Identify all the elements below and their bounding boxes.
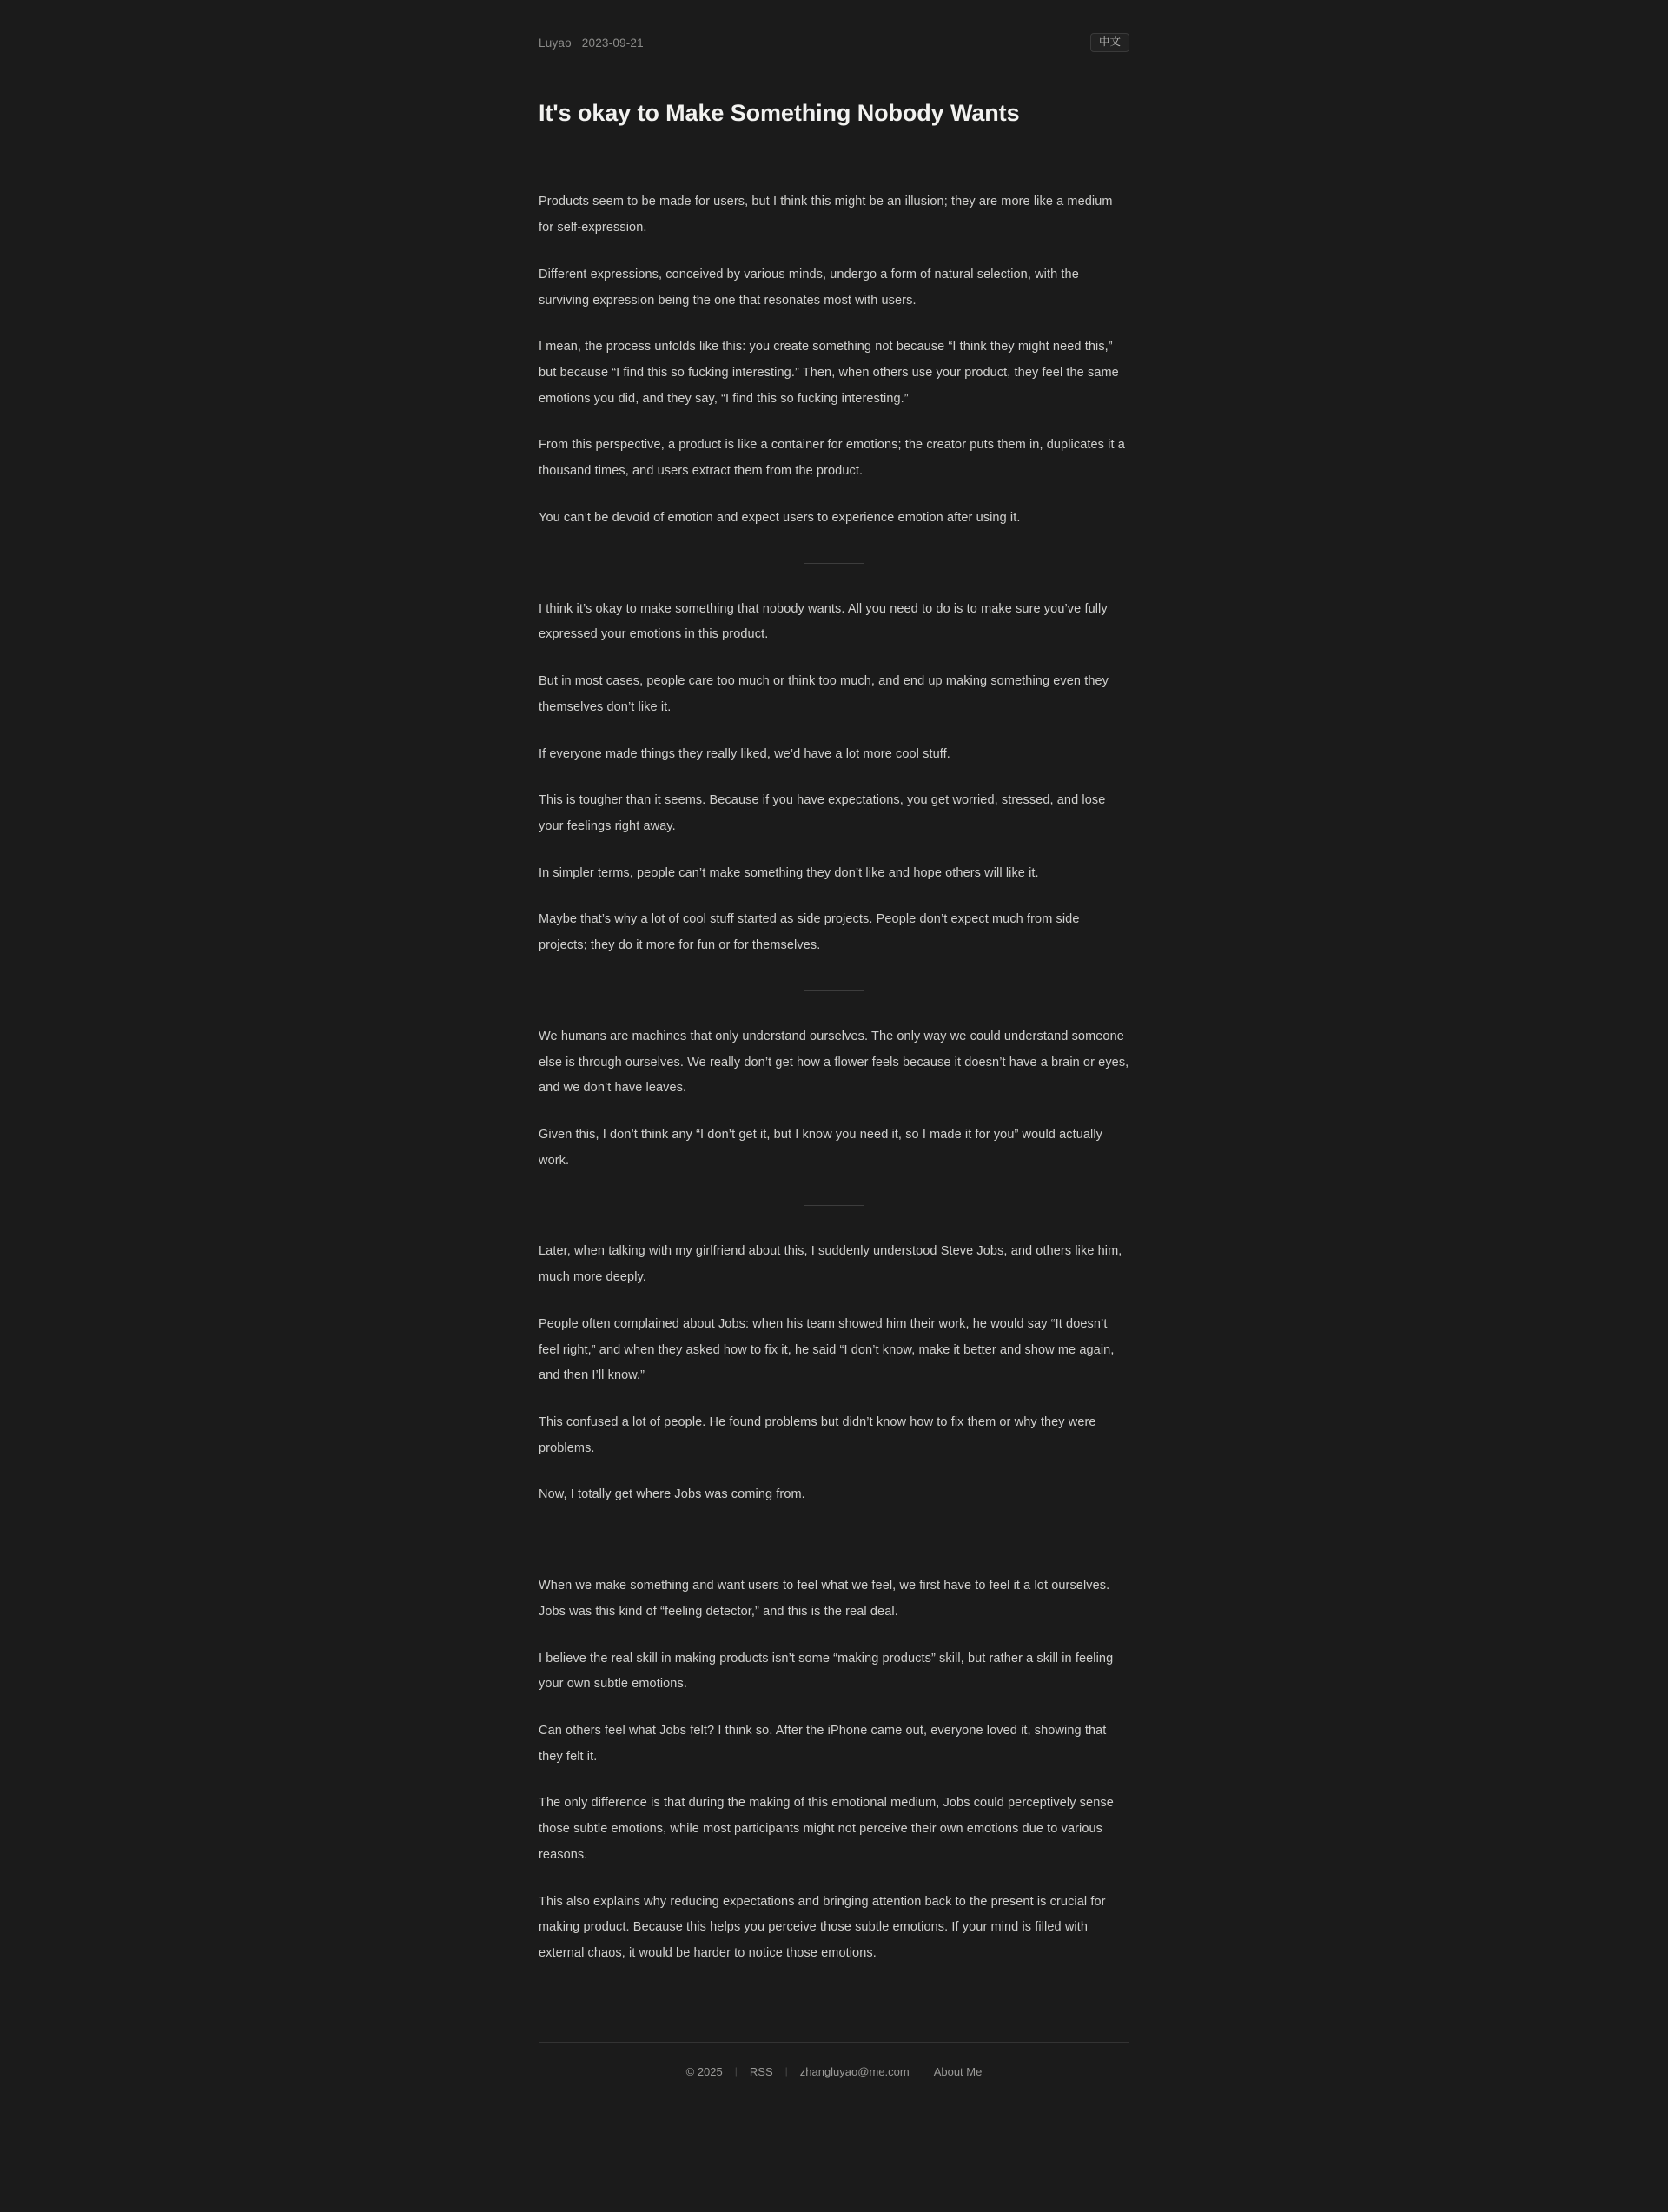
section-divider <box>804 563 864 564</box>
paragraph: People often complained about Jobs: when his team showed him their work, he would say “It doesn’t feel right,” and when they asked how to fix it, he said “I don’t know, make it better and show me again, and then I’ll know.” <box>539 1316 1115 1383</box>
post-date: 2023-09-21 <box>581 36 644 50</box>
section-divider <box>804 990 864 991</box>
post-meta <box>539 36 644 50</box>
paragraph: We humans are machines that only understand ourselves. The only way we could understand someone else is through ourselves. We really don’t get how a flower feels because it doesn’t have a brain or eyes, and we don’t have leaves. <box>539 1029 1129 1096</box>
footer-about-link[interactable]: About Me <box>933 2064 983 2078</box>
paragraph: The only difference is that during the making of this emotional medium, Jobs could perceptively sense those subtle emotions, while most participants might not perceive their own emotions due to various reasons. <box>539 1796 1114 1862</box>
paragraph: But in most cases, people care too much or think too much, and end up making something even they themselves don’t like it. <box>539 674 1109 714</box>
site-footer <box>539 2042 1129 2113</box>
page-title: It's okay to Make Something Nobody Wants <box>539 100 1020 126</box>
paragraph: This also explains why reducing expectations and bringing attention back to the present is crucial for making product. Because this helps you perceive those subtle emotions. If your mind is filled with external chaos, it would be harder to notice those emotions. <box>539 1894 1106 1961</box>
paragraph: If everyone made things they really liked, we’d have a lot more cool stuff. <box>539 746 950 761</box>
article-body <box>539 189 1129 1966</box>
section-divider <box>804 1205 864 1206</box>
footer-email-link[interactable]: zhangluyao@me.com <box>799 2064 910 2078</box>
article-section-2 <box>539 597 1129 959</box>
paragraph: This confused a lot of people. He found problems but didn’t know how to fix them or why they were problems. <box>539 1415 1096 1455</box>
footer-rss-link[interactable]: RSS <box>749 2064 773 2078</box>
post-author: Luyao <box>539 36 572 50</box>
paragraph: Different expressions, conceived by various minds, undergo a form of natural selection, with the surviving expression being the one that resonates most with users. <box>539 267 1079 308</box>
paragraph: Can others feel what Jobs felt? I think so. After the iPhone came out, everyone loved it, showing that they felt it. <box>539 1724 1107 1764</box>
paragraph: I think it’s okay to make something that nobody wants. All you need to do is to make sure you’ve fully expressed your emotions in this product. <box>539 601 1108 642</box>
paragraph: Later, when talking with my girlfriend about this, I suddenly understood Steve Jobs, and others like him, much more deeply. <box>539 1244 1122 1285</box>
paragraph: From this perspective, a product is like a container for emotions; the creator puts them in, duplicates it a thousand times, and users extract them from the product. <box>539 438 1125 479</box>
footer-copyright: © 2025 <box>685 2064 723 2078</box>
footer-separator: | <box>734 2065 738 2078</box>
paragraph: I mean, the process unfolds like this: you create something not because “I think they might need this,” but because “I find this so fucking interesting.” Then, when others use your product, they feel the same emotions you did, and they say, “I find this so fucking interesting.” <box>539 340 1119 406</box>
article-section-4 <box>539 1239 1129 1508</box>
article-section-1 <box>539 189 1129 531</box>
paragraph: When we make something and want users to feel what we feel, we first have to feel it a lot ourselves. Jobs was this kind of “feeling detector,” and this is the real deal. <box>539 1579 1110 1619</box>
paragraph: In simpler terms, people can’t make something they don’t like and hope others will like it. <box>539 865 1039 880</box>
content-wrapper <box>539 0 1129 2113</box>
paragraph: Now, I totally get where Jobs was coming from. <box>539 1487 805 1502</box>
post-meta-bar <box>539 30 1129 56</box>
footer-separator: | <box>784 2065 788 2078</box>
paragraph: You can’t be devoid of emotion and expect users to experience emotion after using it. <box>539 510 1021 525</box>
paragraph: Maybe that’s why a lot of cool stuff started as side projects. People don’t expect much from side projects; they do it more for fun or for themselves. <box>539 912 1080 953</box>
article-section-3 <box>539 1024 1129 1175</box>
language-toggle-button[interactable]: 中文 <box>1090 33 1129 53</box>
paragraph: This is tougher than it seems. Because if you have expectations, you get worried, stressed, and lose your feelings right away. <box>539 793 1106 833</box>
paragraph: I believe the real skill in making products isn’t some “making products” skill, but rather a skill in feeling your own subtle emotions. <box>539 1651 1114 1692</box>
paragraph: Products seem to be made for users, but I think this might be an illusion; they are more like a medium for self-expression. <box>539 195 1113 235</box>
paragraph: Given this, I don’t think any “I don’t get it, but I know you need it, so I made it for you” would actually work. <box>539 1127 1103 1168</box>
article-section-5 <box>539 1573 1129 1967</box>
